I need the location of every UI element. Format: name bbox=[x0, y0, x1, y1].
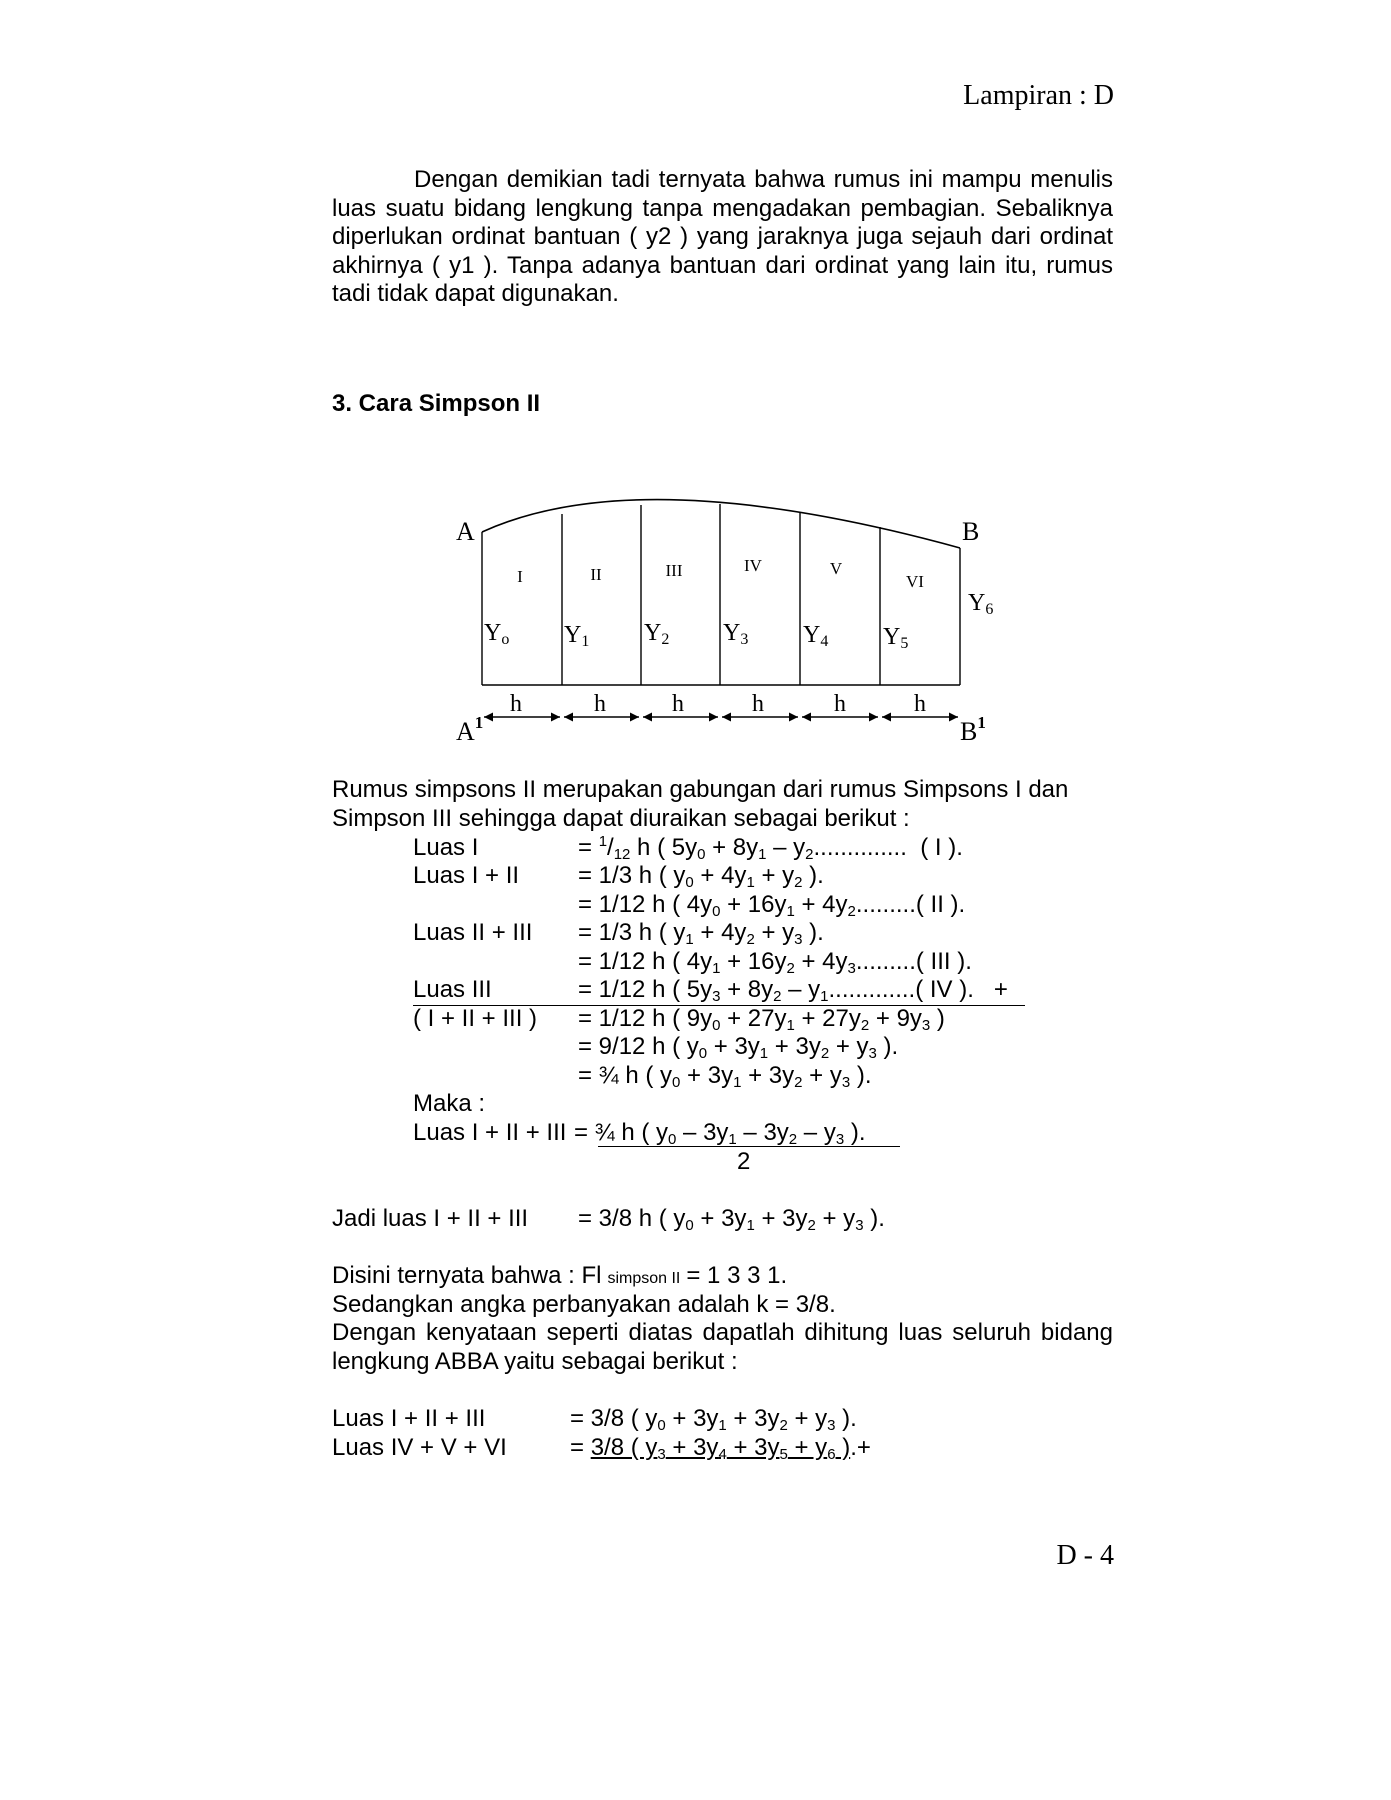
ordinate-label-0: Yo bbox=[484, 620, 510, 648]
h-label-6: h bbox=[914, 691, 926, 717]
segment-label-4: IV bbox=[744, 556, 762, 575]
label-sum: ( I + II + III ) bbox=[413, 1005, 538, 1032]
h-label-3: h bbox=[672, 691, 684, 717]
intro-paragraph: Dengan demikian tadi ternyata bahwa rumus ini mampu menulis luas suatu bidang lengkung tanpa mengadakan pembagian. Sebaliknya diperlukan ordinat bantuan ( y2 ) yang jaraknya juga sejauh dari ordinat akhirnya ( y1 ). Tanpa adanya bantuan dari ordinat yang lain itu, rumus tadi tidak dapat digunakan. bbox=[332, 166, 1114, 307]
label-maka: Maka : bbox=[413, 1090, 486, 1117]
ordinate-label-3: Y3 bbox=[723, 620, 749, 648]
body-line-2: Simpson III sehingga dapat diuraikan sebagai berikut : bbox=[332, 805, 910, 832]
sedangkan-line: Sedangkan angka perbanyakan adalah k = 3/8. bbox=[332, 1291, 836, 1318]
label-luas-2-3: Luas II + III bbox=[413, 919, 533, 946]
segment-label-6: VI bbox=[906, 572, 924, 591]
formula-luas-1-2-b: = 1/12 h ( $4y_0 + 16y_1 + 4y_2$.........( II ). bbox=[578, 891, 966, 920]
label-final-1: Luas I + II + III bbox=[332, 1405, 486, 1432]
formula-final-2: = 3/8 ( $y_3 + 3y_4 + 3y_5 + y_6$ ).+ bbox=[570, 1434, 871, 1463]
ordinate-label-4: Y4 bbox=[803, 622, 829, 650]
segment-label-1: I bbox=[517, 567, 523, 586]
h-label-5: h bbox=[834, 691, 846, 717]
section-heading: 3. Cara Simpson II bbox=[332, 390, 541, 417]
formula-sum-c: = ¾ h ( $y_0 + 3y_1 + 3y_2 + y_3$ ). bbox=[578, 1062, 872, 1091]
h-label-2: h bbox=[594, 691, 606, 717]
label-luas-123: Luas I + II + III bbox=[413, 1119, 567, 1146]
page-number: D - 4 bbox=[1056, 1540, 1114, 1571]
formula-final-1: = 3/8 ( $y_0 + 3y_1 + 3y_2 + y_3$ ). bbox=[570, 1405, 857, 1434]
formula-sum-a: = 1/12 h ( $9y_0 + 27y_1 + 27y_2 + 9y_3$ ) bbox=[578, 1005, 945, 1034]
label-final-2: Luas IV + V + VI bbox=[332, 1434, 507, 1461]
ordinate-label-2: Y2 bbox=[644, 620, 670, 648]
fraction-divisor: 2 bbox=[737, 1148, 751, 1175]
dengan-paragraph: Dengan kenyataan seperti diatas dapatlah dihitung luas seluruh bidang lengkung ABBA yaitu sebagai berikut : bbox=[332, 1319, 1113, 1375]
formula-luas-1: = $^1/_{12}$ h ( $5y_0 + 8y_1 - y_2$.............. ( I ). bbox=[578, 833, 963, 863]
formula-jadi: = 3/8 h ( $y_0 + 3y_1 + 3y_2 + y_3$ ). bbox=[578, 1205, 885, 1234]
ordinate-label-1: Y1 bbox=[564, 622, 590, 650]
label-b1: $B^1$ bbox=[960, 713, 986, 746]
curve-ab bbox=[482, 500, 960, 548]
formula-luas-1-2-a: = 1/3 h ( $y_0 + 4y_1 + y_2$ ). bbox=[578, 862, 824, 891]
disini-line: Disini ternyata bahwa : Fl simpson II = 1 3 3 1. bbox=[332, 1262, 788, 1289]
label-a1: $A^1$ bbox=[456, 713, 484, 746]
label-luas-1-2: Luas I + II bbox=[413, 862, 520, 889]
label-luas-1: Luas I bbox=[413, 834, 479, 861]
ordinate-label-5: Y5 bbox=[883, 624, 909, 652]
label-a: A bbox=[456, 517, 475, 546]
label-b: B bbox=[962, 517, 980, 546]
formula-luas-2-3-a: = 1/3 h ( $y_1 + 4y_2 + y_3$ ). bbox=[578, 919, 824, 948]
page-header: Lampiran : D bbox=[963, 80, 1114, 111]
segment-label-2: II bbox=[590, 565, 602, 584]
h-label-1: h bbox=[510, 691, 522, 717]
formula-luas-3: = 1/12 h ( $5y_3 + 8y_2 - y_1$.............( IV ). + bbox=[578, 976, 1008, 1005]
formula-luas-123: = ¾ h ( $y_0 - 3y_1 - 3y_2 - y_3$ ). bbox=[574, 1119, 866, 1148]
formula-sum-b: = 9/12 h ( $y_0 + 3y_1 + 3y_2 + y_3$ ). bbox=[578, 1033, 899, 1062]
simpson-diagram bbox=[440, 480, 1000, 750]
label-luas-3: Luas III bbox=[413, 976, 492, 1003]
h-label-4: h bbox=[752, 691, 764, 717]
body-line-1: Rumus simpsons II merupakan gabungan dari rumus Simpsons I dan bbox=[332, 776, 1069, 803]
label-jadi: Jadi luas I + II + III bbox=[332, 1205, 529, 1232]
segment-label-3: III bbox=[665, 561, 683, 580]
formula-luas-2-3-b: = 1/12 h ( $4y_1 + 16y_2 + 4y_3$.........( III ). bbox=[578, 948, 972, 977]
fraction-bar bbox=[598, 1146, 900, 1147]
segment-label-5: V bbox=[829, 559, 843, 578]
ordinate-label-6: Y6 bbox=[968, 590, 994, 618]
